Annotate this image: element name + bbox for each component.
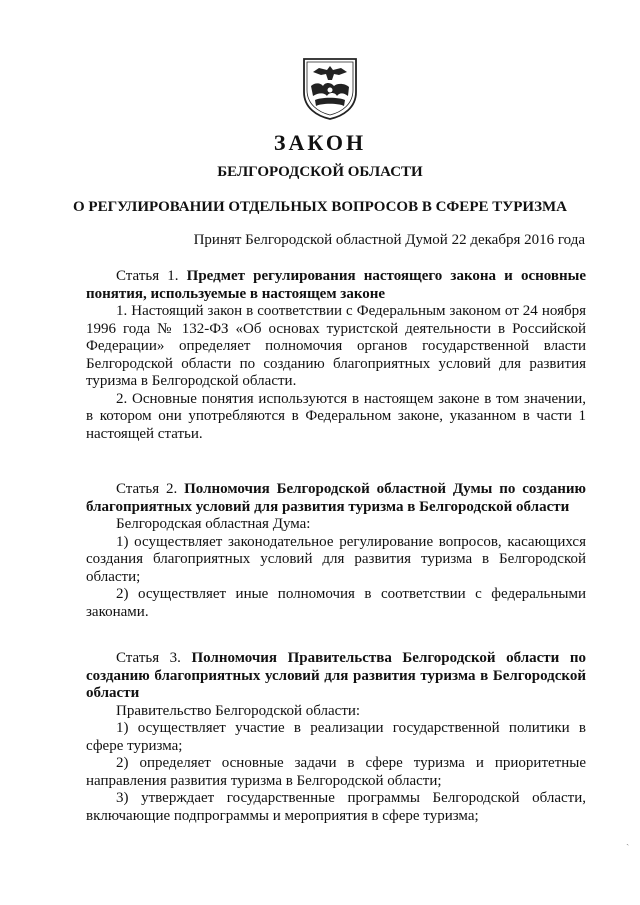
article-label: Статья 2. xyxy=(116,481,178,497)
adoption-date-line: Принят Белгородской областной Думой 22 декабря 2016 года xyxy=(193,232,585,248)
paragraph: 1. Настоящий закон в соответствии с Федеральным законом от 24 ноября 1996 года № 132-ФЗ «Об основах туристской деятельности в Российской Федерации» определяет полномочия органов государственной власти Белгородской области по созданию благоприятных условий для развития туризма в Белгородской области. xyxy=(86,303,586,389)
paragraph: 2) осуществляет иные полномочия в соответствии с федеральными законами. xyxy=(86,586,586,620)
paragraph: 1) осуществляет участие в реализации государственной политики в сфере туризма; xyxy=(86,720,586,754)
paragraph: Белгородская областная Дума: xyxy=(116,516,311,532)
article-2 xyxy=(86,481,586,621)
paragraph: 1) осуществляет законодательное регулирование вопросов, касающихся создания благоприятных условий для развития туризма в Белгородской области; xyxy=(86,533,586,585)
article-3-heading xyxy=(86,650,586,703)
paragraph: Правительство Белгородской области: xyxy=(116,702,361,719)
law-label: ЗАКОН xyxy=(273,130,367,155)
article-1 xyxy=(86,268,586,443)
scan-mark: ˏ xyxy=(626,835,630,846)
paragraph: 2) определяет основные задачи в сфере туризма и приоритетные направления развития туризма в Белгородской области; xyxy=(86,755,586,789)
paragraph: 3) утверждает государственные программы Белгородской области, включающие подпрограммы и мероприятия в сфере туризма; xyxy=(86,790,586,824)
article-1-heading xyxy=(86,268,586,303)
article-3 xyxy=(86,650,586,825)
article-2-heading xyxy=(86,481,586,516)
article-label: Статья 1. xyxy=(116,268,179,284)
region-heading: БЕЛГОРОДСКОЙ ОБЛАСТИ xyxy=(217,164,423,180)
law-title: О РЕГУЛИРОВАНИИ ОТДЕЛЬНЫХ ВОПРОСОВ В СФЕРЕ ТУРИЗМА xyxy=(73,199,567,215)
paragraph: 2. Основные понятия используются в настоящем законе в том значении, в котором они употребляются в Федеральном законе, указанном в части 1 настоящей статьи. xyxy=(86,390,586,442)
article-heading-text: Предмет регулирования настоящего закона и основные понятия, используемые в настоящем законе xyxy=(86,268,587,302)
article-heading-text: Полномочия Правительства Белгородской области по созданию благоприятных условий для развития туризма в Белгородской области xyxy=(86,650,586,701)
coat-of-arms-emblem xyxy=(301,56,359,120)
article-heading-text: Полномочия Белгородской областной Думы по созданию благоприятных условий для развития туризма в Белгородской области xyxy=(86,481,586,515)
article-label: Статья 3. xyxy=(116,650,181,666)
